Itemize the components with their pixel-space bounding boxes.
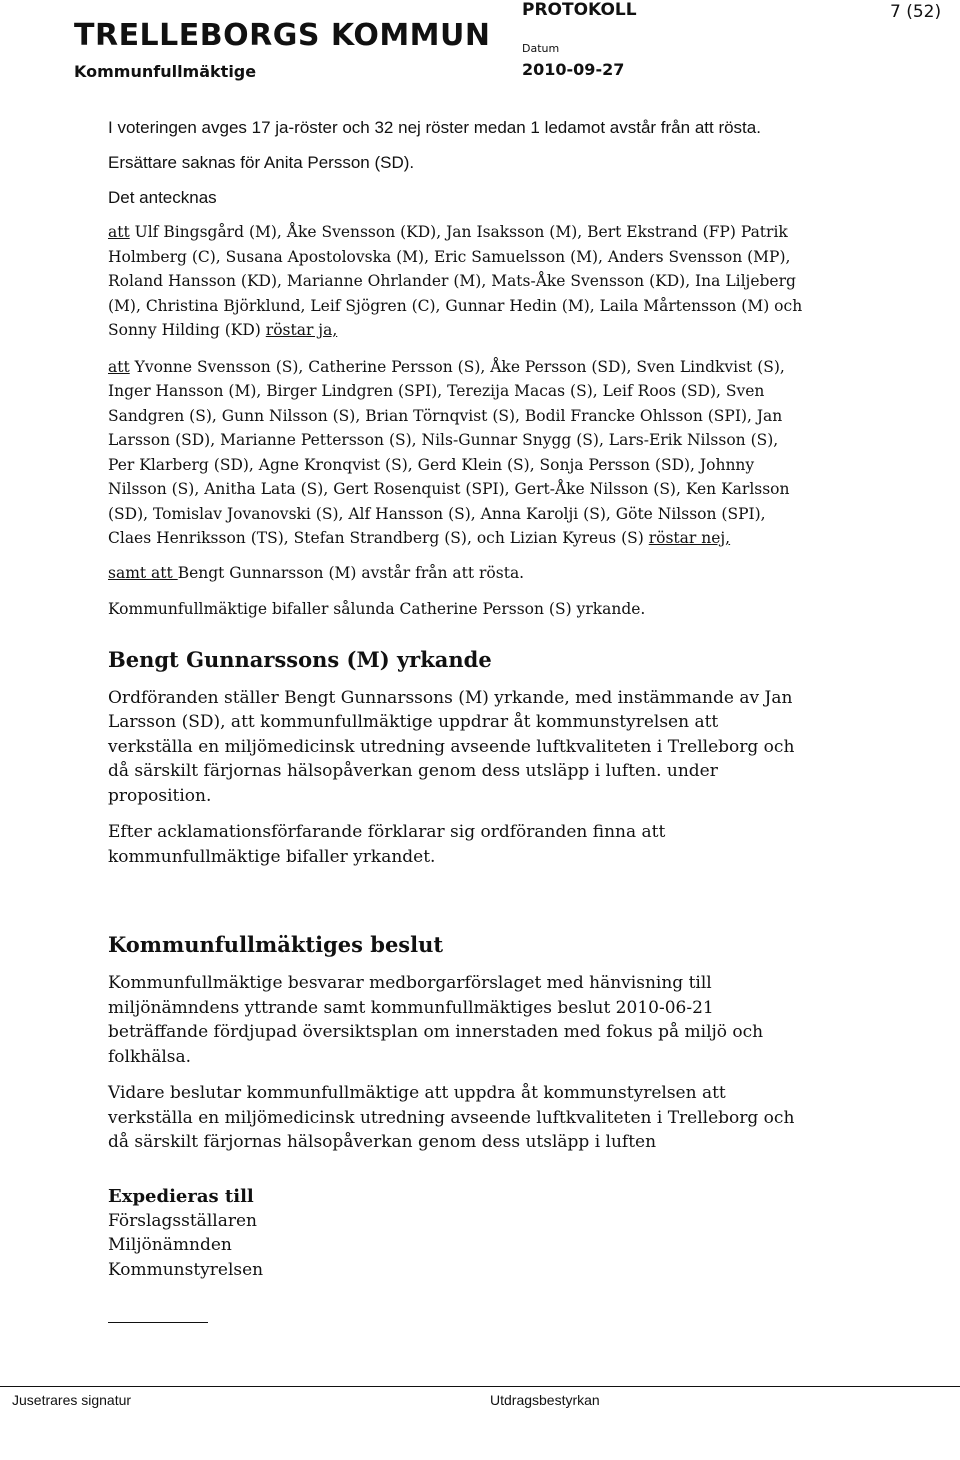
yes-names: Ulf Bingsgård (M), Åke Svensson (KD), Jan Isaksson (M), Bert Ekstrand (FP) Patrik Holmberg (C), Susana Apostolovska (M), Eric Samuelsson (M), Anders Svensson (MP), Roland Hansson (KD), Marianne Ohrlander (M), Mats-Åke Svensson (KD), Ina Liljeberg (M), Christina Björklund, Leif Sjögren (C), Gunnar Hedin (M), Laila Mårtensson (M) och Sonny Hilding (KD) bbox=[108, 223, 803, 339]
meeting-date: 2010-09-27 bbox=[522, 60, 625, 79]
recipient: Kommunstyrelsen bbox=[108, 1259, 264, 1280]
abstain-text: Bengt Gunnarsson (M) avstår från att rösta. bbox=[177, 563, 525, 582]
footer-divider bbox=[0, 1386, 960, 1387]
proposal-heading: Bengt Gunnarssons (M) yrkande bbox=[108, 646, 492, 672]
decision-paragraph-2: Vidare beslutar kommunfullmäktige att uppdra åt kommunstyrelsen att verkställa en miljömedicinsk utredning avseende luftkvaliteten i Trelleborg och då särskilt färjornas hälsopåverkan genom dess utsläpp i luften bbox=[108, 1083, 795, 1152]
no-votes-paragraph bbox=[108, 355, 808, 551]
page-number: 7 (52) bbox=[890, 2, 942, 22]
date-label: Datum bbox=[522, 42, 560, 55]
noted-label: Det antecknas bbox=[108, 188, 217, 207]
proposal-paragraph-1: Ordföranden ställer Bengt Gunnarssons (M) yrkande, med instämmande av Jan Larsson (SD), att kommunfullmäktige uppdrar åt kommunstyrelsen att verkställa en miljömedicinsk utredning avseende luftkvaliteten i Trelleborg och då särskilt färjornas hälsopåverkan genom dess utsläpp i luften. under proposition. bbox=[108, 687, 795, 806]
document-type: PROTOKOLL bbox=[522, 0, 637, 20]
yes-votes-paragraph bbox=[108, 220, 808, 343]
yes-suffix: röstar ja, bbox=[265, 321, 338, 339]
substitute-note: Ersättare saknas för Anita Persson (SD). bbox=[108, 153, 415, 172]
document-body bbox=[108, 116, 808, 1323]
decision-heading: Kommunfullmäktiges beslut bbox=[108, 932, 444, 957]
abstain-paragraph bbox=[108, 561, 808, 586]
end-rule bbox=[108, 1322, 208, 1323]
decision-paragraph-1: Kommunfullmäktige besvarar medborgarförslaget med hänvisning till miljönämndens yttrande samt kommunfullmäktiges beslut 2010-06-21 beträffande fördjupad översiktsplan om innerstaden med fokus på miljö och folkhälsa. bbox=[108, 973, 764, 1067]
no-suffix: röstar nej, bbox=[648, 529, 731, 547]
abstain-prefix: samt att bbox=[108, 563, 178, 582]
recipient: Miljönämnden bbox=[108, 1235, 232, 1255]
vote-result: Kommunfullmäktige bifaller sålunda Catherine Persson (S) yrkande. bbox=[108, 600, 646, 618]
signature-label: Jusetrares signatur bbox=[12, 1392, 132, 1408]
organization-name: TRELLEBORGS KOMMUN bbox=[74, 18, 491, 53]
vote-summary: I voteringen avges 17 ja-röster och 32 nej röster medan 1 ledamot avstår från att rösta. bbox=[108, 118, 761, 137]
governing-body: Kommunfullmäktige bbox=[74, 62, 257, 81]
recipient-list bbox=[108, 1209, 808, 1283]
proposal-paragraph-2: Efter acklamationsförfarande förklarar sig ordföranden finna att kommunfullmäktige bifaller yrkandet. bbox=[108, 822, 666, 867]
dispatch-heading: Expedieras till bbox=[108, 1185, 254, 1207]
no-names: Yvonne Svensson (S), Catherine Persson (S), Åke Persson (SD), Sven Lindkvist (S), Inger Hansson (M), Birger Lindgren (SPI), Terezija Macas (S), Leif Roos (SD), Sven Sandgren (S), Gunn Nilsson (S), Brian Törnqvist (S), Bodil Francke Ohlsson (SPI), Jan Larsson (SD), Marianne Pettersson (S), Nils-Gunnar Snygg (S), Lars-Erik Nilsson (S), Per Klarberg (SD), Agne Kronqvist (S), Gerd Klein (S), Sonja Persson (SD), Johnny Nilsson (S), Anitha Lata (S), Gert Rosenquist (SPI), Gert-Åke Nilsson (S), Ken Karlsson (SD), Tomislav Jovanovski (S), Alf Hansson (S), Anna Karolji (S), Göte Nilsson (SPI), Claes Henriksson (TS), Stefan Strandberg (S), och Lizian Kyreus (S) bbox=[108, 357, 790, 547]
recipient: Förslagsställaren bbox=[108, 1210, 257, 1231]
no-prefix: att bbox=[108, 357, 130, 376]
extract-label: Utdragsbestyrkan bbox=[490, 1392, 600, 1408]
yes-prefix: att bbox=[108, 223, 130, 241]
